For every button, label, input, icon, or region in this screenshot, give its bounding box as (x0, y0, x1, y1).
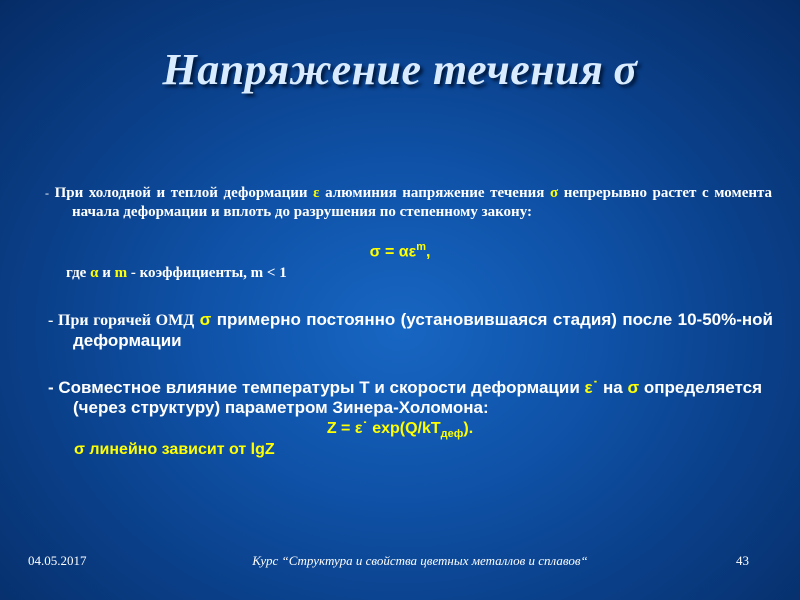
footer-date: 04.05.2017 (28, 553, 87, 568)
formula2-main: Z = ε˙ exp(Q/kT (326, 420, 441, 437)
linear-text: σ линейно зависит от lg (74, 441, 265, 458)
para1-text-a: При холодной и теплой деформации (54, 185, 308, 201)
para2-dash: - При горячей ОМД (48, 312, 195, 329)
bullet-dash: - (45, 186, 49, 200)
para1-text-b: алюминия напряжение течения (325, 185, 545, 201)
paragraph-cold-warm-deformation (45, 184, 772, 222)
formula2-tail: ). (463, 420, 474, 437)
epsilon-symbol: ε (313, 185, 320, 201)
coefficients-note (66, 265, 287, 282)
footer-course-title: Курс “Структура и свойства цветных металлов и сплавов“ (252, 553, 588, 568)
formula1-tail: , (425, 243, 431, 261)
where-b: и (102, 265, 111, 281)
linear-z: Z (264, 441, 275, 458)
zener-hollomon-formula (0, 420, 800, 440)
para3-sigma-symbol: σ (627, 378, 640, 397)
formula1-exponent: m (416, 241, 426, 253)
title-sigma-symbol: σ (613, 45, 638, 94)
para3-text-a: - Совместное влияние температуры Т и скорости деформации (48, 378, 580, 397)
alpha-symbol: α (90, 265, 99, 281)
paragraph-hot-deformation (48, 310, 773, 351)
formula1-lhs: σ = αε (369, 243, 417, 261)
linear-dependence-note (74, 441, 275, 459)
power-law-formula (0, 241, 800, 261)
paragraph-zener-hollomon (48, 378, 773, 418)
para1-text-c: непрерывно растет с момента начала деформации и вплоть до разрушения по степенному закону: (72, 185, 773, 220)
strain-rate-symbol: ε˙ (584, 378, 599, 397)
where-c: - коэффициенты, m < 1 (130, 265, 287, 281)
para3-text-c: определяется (через структуру) параметром Зинера-Холомона: (73, 378, 762, 417)
sigma-symbol: σ (549, 185, 559, 201)
where-a: где (66, 265, 87, 281)
para3-text-b: на (602, 378, 623, 397)
title-text: Напряжение течения (162, 45, 604, 94)
para2-text: примерно постоянно (установившаяся стадия) после 10-50%-ной деформации (73, 310, 773, 350)
formula2-subscript: деф (440, 428, 464, 441)
footer-page-number: 43 (736, 553, 749, 568)
m-symbol: m (114, 265, 128, 281)
slide-title (0, 44, 800, 95)
para2-sigma-symbol: σ (199, 310, 212, 329)
